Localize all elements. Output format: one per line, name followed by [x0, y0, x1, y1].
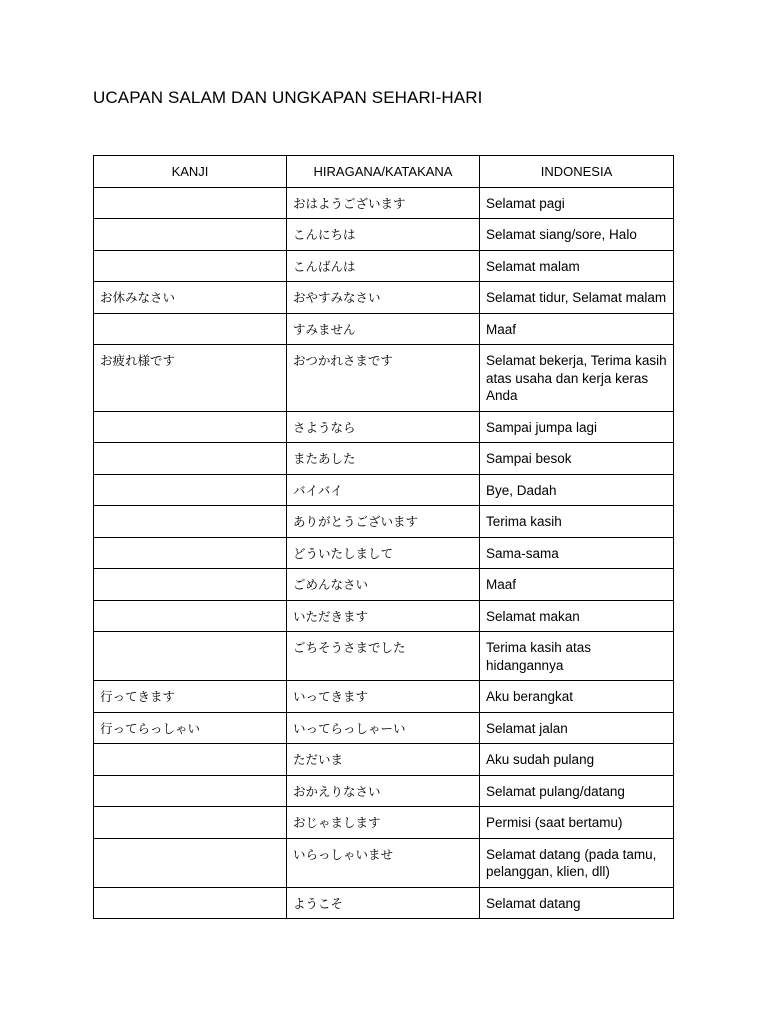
table-row — [94, 712, 674, 744]
cell-kana: こんにちは — [287, 219, 480, 251]
cell-indonesia: Selamat siang/sore, Halo — [480, 219, 674, 251]
table-row — [94, 250, 674, 282]
page-title: UCAPAN SALAM DAN UNGKAPAN SEHARI-HARI — [93, 88, 483, 107]
cell-kanji — [94, 887, 287, 919]
cell-kana: ありがとうございます — [287, 506, 480, 538]
cell-kanji — [94, 569, 287, 601]
column-header-kanji: KANJI — [94, 156, 287, 188]
table-row — [94, 838, 674, 887]
cell-kanji — [94, 744, 287, 776]
cell-kanji — [94, 506, 287, 538]
cell-kanji — [94, 807, 287, 839]
cell-indonesia: Selamat bekerja, Terima kasih atas usaha dan kerja keras Anda — [480, 345, 674, 412]
cell-kana: ごめんなさい — [287, 569, 480, 601]
cell-indonesia: Aku sudah pulang — [480, 744, 674, 776]
cell-kana: こんばんは — [287, 250, 480, 282]
cell-indonesia: Selamat malam — [480, 250, 674, 282]
cell-kana: ただいま — [287, 744, 480, 776]
cell-kanji — [94, 411, 287, 443]
cell-indonesia: Terima kasih atas hidangannya — [480, 632, 674, 681]
cell-kana: またあした — [287, 443, 480, 475]
table-row — [94, 187, 674, 219]
cell-indonesia: Selamat pagi — [480, 187, 674, 219]
greetings-table — [93, 155, 674, 919]
cell-kana: ようこそ — [287, 887, 480, 919]
cell-kanji: 行ってきます — [94, 681, 287, 713]
cell-kanji — [94, 838, 287, 887]
cell-kana: おやすみなさい — [287, 282, 480, 314]
cell-kanji — [94, 632, 287, 681]
cell-kana: いってきます — [287, 681, 480, 713]
cell-indonesia: Selamat datang (pada tamu, pelanggan, klien, dll) — [480, 838, 674, 887]
cell-kanji — [94, 219, 287, 251]
cell-indonesia: Selamat makan — [480, 600, 674, 632]
table-row — [94, 744, 674, 776]
table-row — [94, 775, 674, 807]
cell-kana: いらっしゃいませ — [287, 838, 480, 887]
column-header-kana: HIRAGANA/KATAKANA — [287, 156, 480, 188]
cell-indonesia: Selamat pulang/datang — [480, 775, 674, 807]
cell-kana: いってらっしゃーい — [287, 712, 480, 744]
cell-indonesia: Maaf — [480, 313, 674, 345]
cell-kanji: お休みなさい — [94, 282, 287, 314]
cell-indonesia: Maaf — [480, 569, 674, 601]
table-row — [94, 443, 674, 475]
table-row — [94, 219, 674, 251]
cell-kana: おはようございます — [287, 187, 480, 219]
cell-kanji — [94, 600, 287, 632]
table-row — [94, 807, 674, 839]
table-row — [94, 569, 674, 601]
cell-indonesia: Aku berangkat — [480, 681, 674, 713]
table-row — [94, 506, 674, 538]
table-row — [94, 345, 674, 412]
table-row — [94, 537, 674, 569]
cell-indonesia: Terima kasih — [480, 506, 674, 538]
column-header-indonesia: INDONESIA — [480, 156, 674, 188]
cell-indonesia: Permisi (saat bertamu) — [480, 807, 674, 839]
cell-kana: バイバイ — [287, 474, 480, 506]
cell-kanji — [94, 775, 287, 807]
table-row — [94, 681, 674, 713]
cell-indonesia: Bye, Dadah — [480, 474, 674, 506]
cell-kana: どういたしまして — [287, 537, 480, 569]
cell-kana: すみません — [287, 313, 480, 345]
table-row — [94, 474, 674, 506]
cell-indonesia: Selamat tidur, Selamat malam — [480, 282, 674, 314]
table-header-row — [94, 156, 674, 188]
cell-kana: おじゃまします — [287, 807, 480, 839]
cell-indonesia: Sama-sama — [480, 537, 674, 569]
cell-kanji: 行ってらっしゃい — [94, 712, 287, 744]
cell-kanji — [94, 187, 287, 219]
cell-kanji — [94, 474, 287, 506]
table-row — [94, 282, 674, 314]
table-row — [94, 411, 674, 443]
cell-kanji — [94, 443, 287, 475]
cell-indonesia: Selamat jalan — [480, 712, 674, 744]
cell-indonesia: Sampai besok — [480, 443, 674, 475]
cell-indonesia: Selamat datang — [480, 887, 674, 919]
cell-kana: さようなら — [287, 411, 480, 443]
cell-kana: いただきます — [287, 600, 480, 632]
table-row — [94, 600, 674, 632]
cell-kanji — [94, 313, 287, 345]
table-body — [94, 187, 674, 919]
cell-kana: おかえりなさい — [287, 775, 480, 807]
table-row — [94, 632, 674, 681]
cell-kana: おつかれさまです — [287, 345, 480, 412]
cell-indonesia: Sampai jumpa lagi — [480, 411, 674, 443]
cell-kanji — [94, 537, 287, 569]
cell-kanji — [94, 250, 287, 282]
table-row — [94, 313, 674, 345]
table-row — [94, 887, 674, 919]
cell-kanji: お疲れ様です — [94, 345, 287, 412]
cell-kana: ごちそうさまでした — [287, 632, 480, 681]
